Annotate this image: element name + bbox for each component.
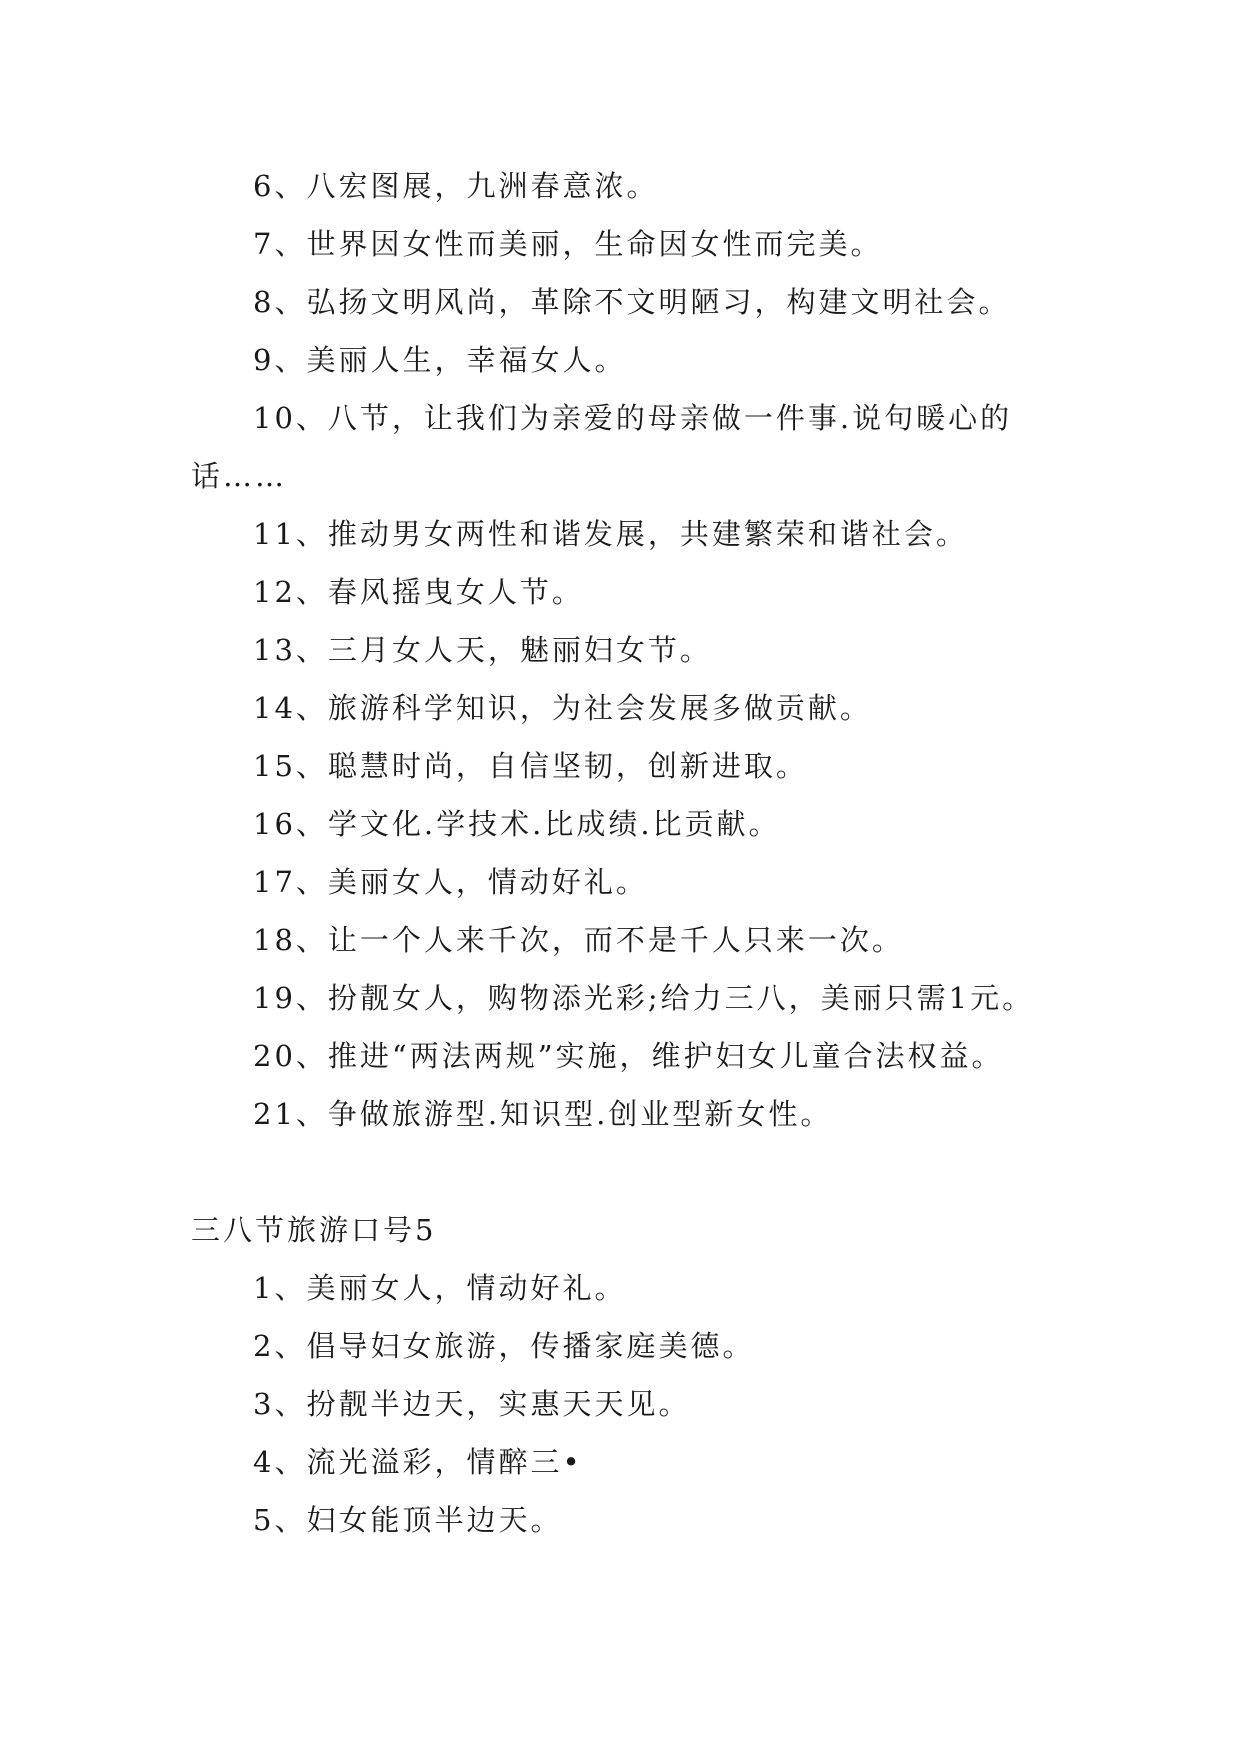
slogan-line-continuation: 话…… xyxy=(191,459,288,493)
slogan-line: 2、倡导妇女旅游，传播家庭美德。 xyxy=(253,1329,755,1363)
slogan-line: 20、推进“两法两规”实施，维护妇女儿童合法权益。 xyxy=(253,1039,1004,1073)
slogan-line: 14、旅游科学知识，为社会发展多做贡献。 xyxy=(253,691,872,725)
slogan-line: 3、扮靓半边天，实惠天天见。 xyxy=(253,1387,691,1421)
slogan-line: 5、妇女能顶半边天。 xyxy=(253,1503,563,1537)
slogan-line: 1、美丽女人，情动好礼。 xyxy=(253,1271,627,1305)
section-title: 三八节旅游口号5 xyxy=(191,1213,437,1247)
slogan-line: 4、流光溢彩，情醉三• xyxy=(253,1445,583,1479)
slogan-line: 12、春风摇曳女人节。 xyxy=(253,575,584,609)
slogan-line: 10、八节，让我们为亲爱的母亲做一件事.说句暖心的 xyxy=(253,401,1013,435)
slogan-line: 18、让一个人来千次，而不是千人只来一次。 xyxy=(253,923,904,957)
slogan-line: 17、美丽女人，情动好礼。 xyxy=(253,865,648,899)
slogan-line: 16、学文化.学技术.比成绩.比贡献。 xyxy=(253,807,781,841)
slogan-line: 7、世界因女性而美丽，生命因女性而完美。 xyxy=(253,227,883,261)
slogan-line: 15、聪慧时尚，自信坚韧，创新进取。 xyxy=(253,749,808,783)
slogan-line: 19、扮靓女人，购物添光彩;给力三八，美丽只需1元。 xyxy=(253,981,1035,1015)
slogan-line: 8、弘扬文明风尚，革除不文明陋习，构建文明社会。 xyxy=(253,285,1011,319)
slogan-line: 9、美丽人生，幸福女人。 xyxy=(253,343,627,377)
slogan-line: 11、推动男女两性和谐发展，共建繁荣和谐社会。 xyxy=(253,517,968,551)
slogan-line: 21、争做旅游型.知识型.创业型新女性。 xyxy=(253,1097,833,1131)
slogan-line: 13、三月女人天，魅丽妇女节。 xyxy=(253,633,712,667)
slogan-line: 6、八宏图展，九洲春意浓。 xyxy=(253,169,659,203)
